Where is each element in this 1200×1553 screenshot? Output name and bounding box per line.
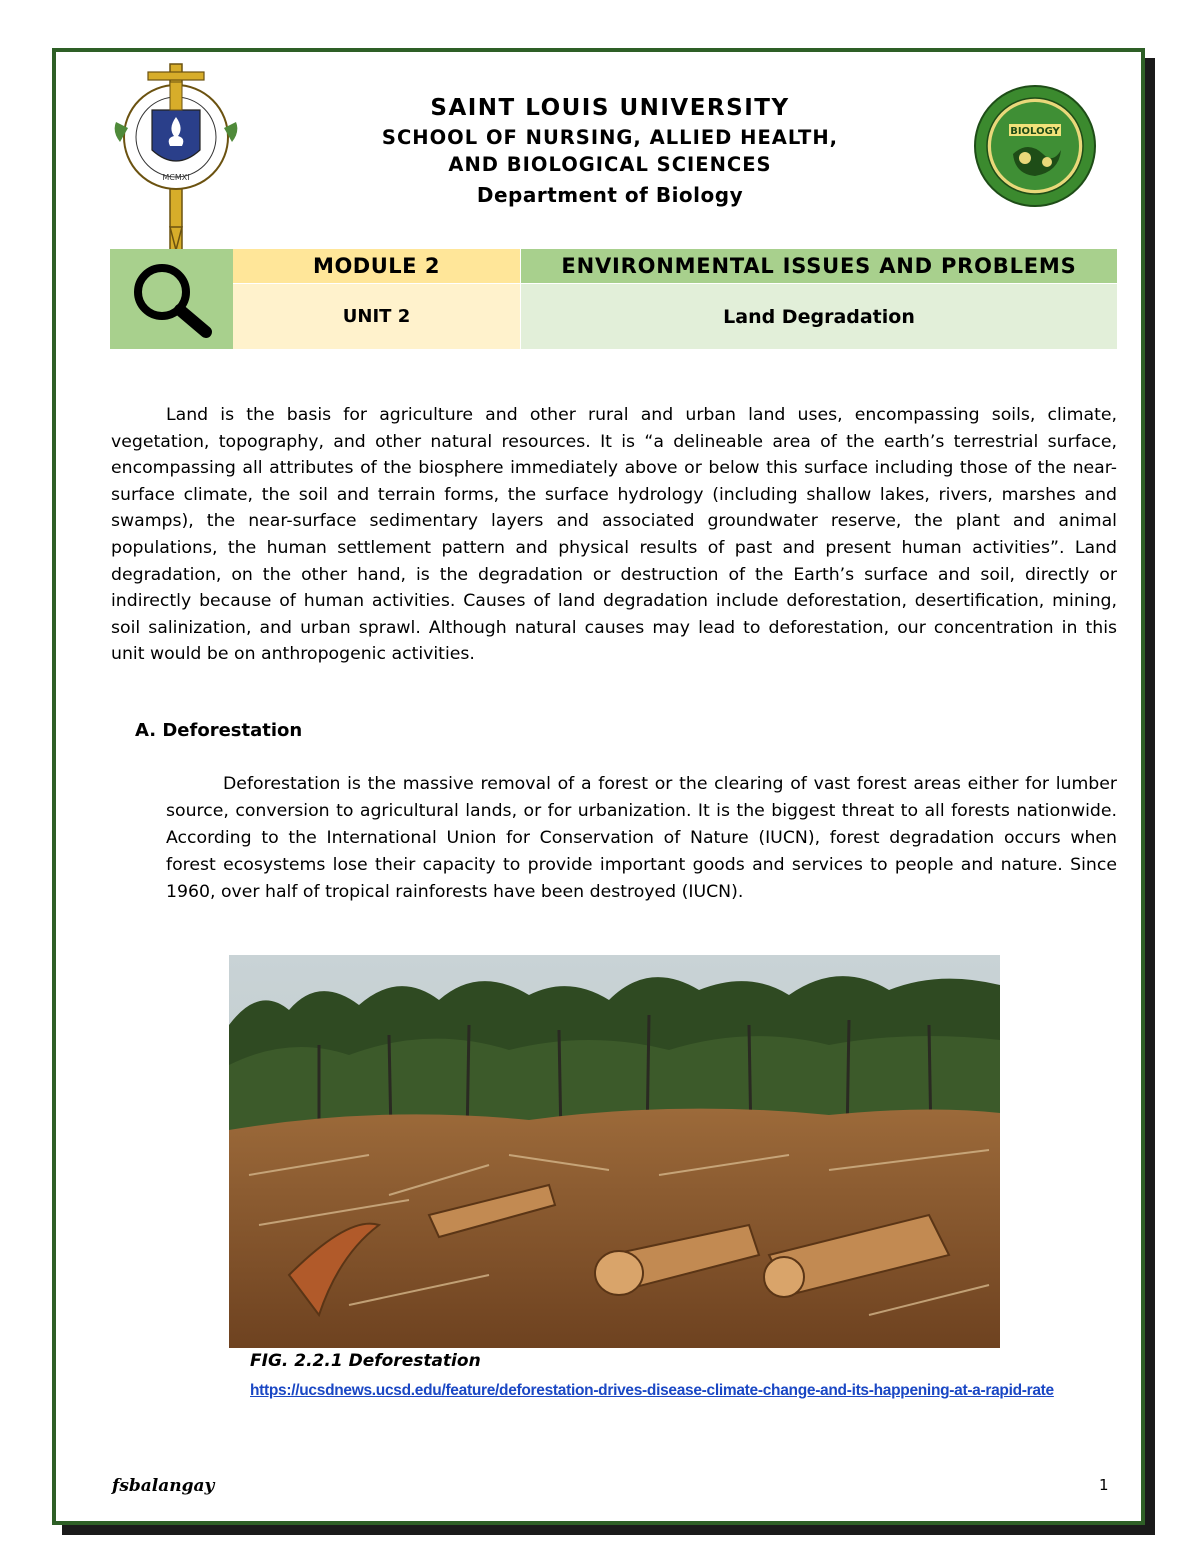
school-name-line1: SCHOOL OF NURSING, ALLIED HEALTH, bbox=[381, 126, 839, 149]
figure-caption: FIG. 2.2.1 Deforestation bbox=[250, 1351, 481, 1371]
module-title: ENVIRONMENTAL ISSUES AND PROBLEMS bbox=[521, 249, 1117, 283]
intro-paragraph: Land is the basis for agriculture and other rural and urban land uses, encompassing soils, climate, vegetation, topography, and other natural resources. It is “a delineable area of the earth’s terrestrial surface, encompassing all attributes of the biosphere immediately above or below this surface including those of the near-surface climate, the soil and terrain forms, the surface hydrology (including shallow lakes, rivers, marshes and swamps), the near-surface sedimentary layers and associated groundwater reserve, the plant and animal populations, the human settlement pattern and physical results of past and present human activities”. Land degradation, on the other hand, is the degradation or destruction of the Earth’s surface and soil, directly or indirectly because of human activities. Causes of land degradation include deforestation, desertification, mining, soil salinization, and urban sprawl. Although natural causes may lead to deforestation, our concentration in this unit would be on anthropogenic activities. bbox=[111, 405, 1117, 665]
svg-text:BIOLOGY: BIOLOGY bbox=[1010, 126, 1060, 137]
magnifier-icon bbox=[128, 262, 220, 338]
author-signature: fsbalangay bbox=[112, 1476, 215, 1496]
deforestation-photo bbox=[229, 955, 1000, 1348]
figure-source-link[interactable]: https://ucsdnews.ucsd.edu/feature/deforestation-drives-disease-climate-change-and-its-happening-at-a-rapid-rate bbox=[250, 1382, 1054, 1399]
svg-text:MCMXI: MCMXI bbox=[162, 173, 190, 182]
university-seal-icon bbox=[108, 62, 244, 252]
school-name-line2: AND BIOLOGICAL SCIENCES bbox=[448, 153, 772, 176]
section-a-heading: A. Deforestation bbox=[135, 720, 303, 741]
biology-seal-icon bbox=[973, 84, 1097, 208]
unit-title: Land Degradation bbox=[521, 284, 1117, 349]
section-a-paragraph: Deforestation is the massive removal of a forest or the clearing of vast forest areas either for lumber source, conversion to agricultural lands, or for urbanization. It is the biggest threat to all forests nationwide. According to the International Union for Conservation of Nature (IUCN), forest degradation occurs when forest ecosystems lose their capacity to provide important goods and services to people and nature. Since 1960, over half of tropical rainforests have been destroyed (IUCN). bbox=[166, 774, 1117, 902]
page-number: 1 bbox=[1099, 1476, 1109, 1494]
module-table bbox=[110, 249, 1117, 349]
module-icon-cell bbox=[110, 249, 233, 349]
module-label: MODULE 2 bbox=[233, 249, 520, 283]
document-header bbox=[250, 92, 970, 211]
unit-label: UNIT 2 bbox=[233, 284, 520, 349]
university-name: SAINT LOUIS UNIVERSITY bbox=[430, 95, 790, 121]
department-name: Department of Biology bbox=[476, 183, 744, 207]
